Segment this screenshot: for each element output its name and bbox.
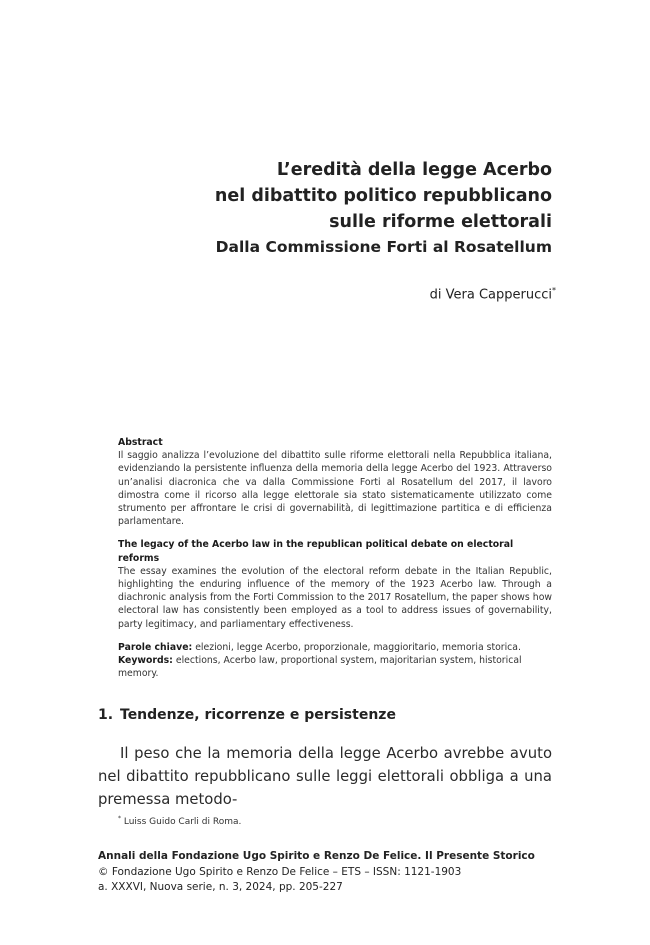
section-number: 1.	[98, 707, 114, 723]
keywords-en-label: Keywords:	[118, 655, 173, 667]
title-line-2: nel dibattito politico repubblicano	[214, 186, 552, 206]
keywords-en	[118, 654, 552, 680]
keywords-it-label: Parole chiave:	[118, 641, 193, 653]
keywords-it	[118, 641, 552, 654]
article-author	[430, 286, 556, 302]
keywords-en-text: elections, Acerbo law, proportional system, majoritarian system, historical memory.	[118, 655, 522, 680]
author-footnote-mark[interactable]: *	[552, 286, 556, 295]
journal-issue: a. XXXVI, Nuova serie, n. 3, 2024, pp. 205-227	[98, 881, 343, 893]
abstract-en-heading: The legacy of the Acerbo law in the republican political debate on electoral reforms	[118, 539, 514, 564]
title-line-3: sulle riforme elettorali	[329, 212, 552, 232]
body-paragraph	[98, 742, 552, 811]
article-subtitle: Dalla Commissione Forti al Rosatellum	[215, 238, 552, 256]
footnote	[118, 815, 241, 827]
journal-title: Annali della Fondazione Ugo Spirito e Renzo De Felice. Il Presente Storico	[98, 850, 535, 862]
footnote-text: Luiss Guido Carli di Roma.	[123, 817, 242, 827]
abstract-en-text: The essay examines the evolution of the electoral reform debate in the Italian Republic, highlighting the enduring influence of the memory of the 1923 Acerbo law. Through a diachronic analysis from the Forti Commission to the 2017 Rosatellum, the paper shows how electoral law has consistently been employed as a tool to address issues of governability, party legitimacy, and parliamentary effectiveness.	[118, 565, 552, 630]
abstract-heading: Abstract	[118, 437, 163, 448]
section-heading	[98, 707, 396, 723]
abstract-block	[118, 436, 552, 680]
journal-info	[98, 849, 535, 896]
keywords-it-text: elezioni, legge Acerbo, proporzionale, maggioritario, memoria storica.	[195, 641, 521, 653]
author-name: di Vera Capperucci	[429, 287, 552, 303]
section-title-text: Tendenze, ricorrenze e persistenze	[120, 707, 396, 723]
article-title	[132, 157, 552, 259]
journal-copyright: © Fondazione Ugo Spirito e Renzo De Felice – ETS – ISSN: 1121-1903	[98, 865, 462, 878]
footnote-mark: *	[118, 815, 121, 822]
body-paragraph-text: Il peso che la memoria della legge Acerbo avrebbe avuto nel dibattito repubblicano sulle leggi elettorali obbliga a una premessa metodo-	[98, 745, 552, 808]
title-line-1: L’eredità della legge Acerbo	[276, 160, 552, 180]
abstract-text: Il saggio analizza l’evoluzione del dibattito sulle riforme elettorali nella Repubblica italiana, evidenziando la persistente influenza della memoria della legge Acerbo del 1923. Attraverso un’analisi diacronica che va dalla Commissione Forti al Rosatellum del 2017, il lavoro dimostra come il ricorso alla legge elettorale sia stato sistematicamente utilizzato come strumento per affrontare le crisi di governabilità, di legittimazione partitica e di efficienza parlamentare.	[118, 450, 552, 528]
